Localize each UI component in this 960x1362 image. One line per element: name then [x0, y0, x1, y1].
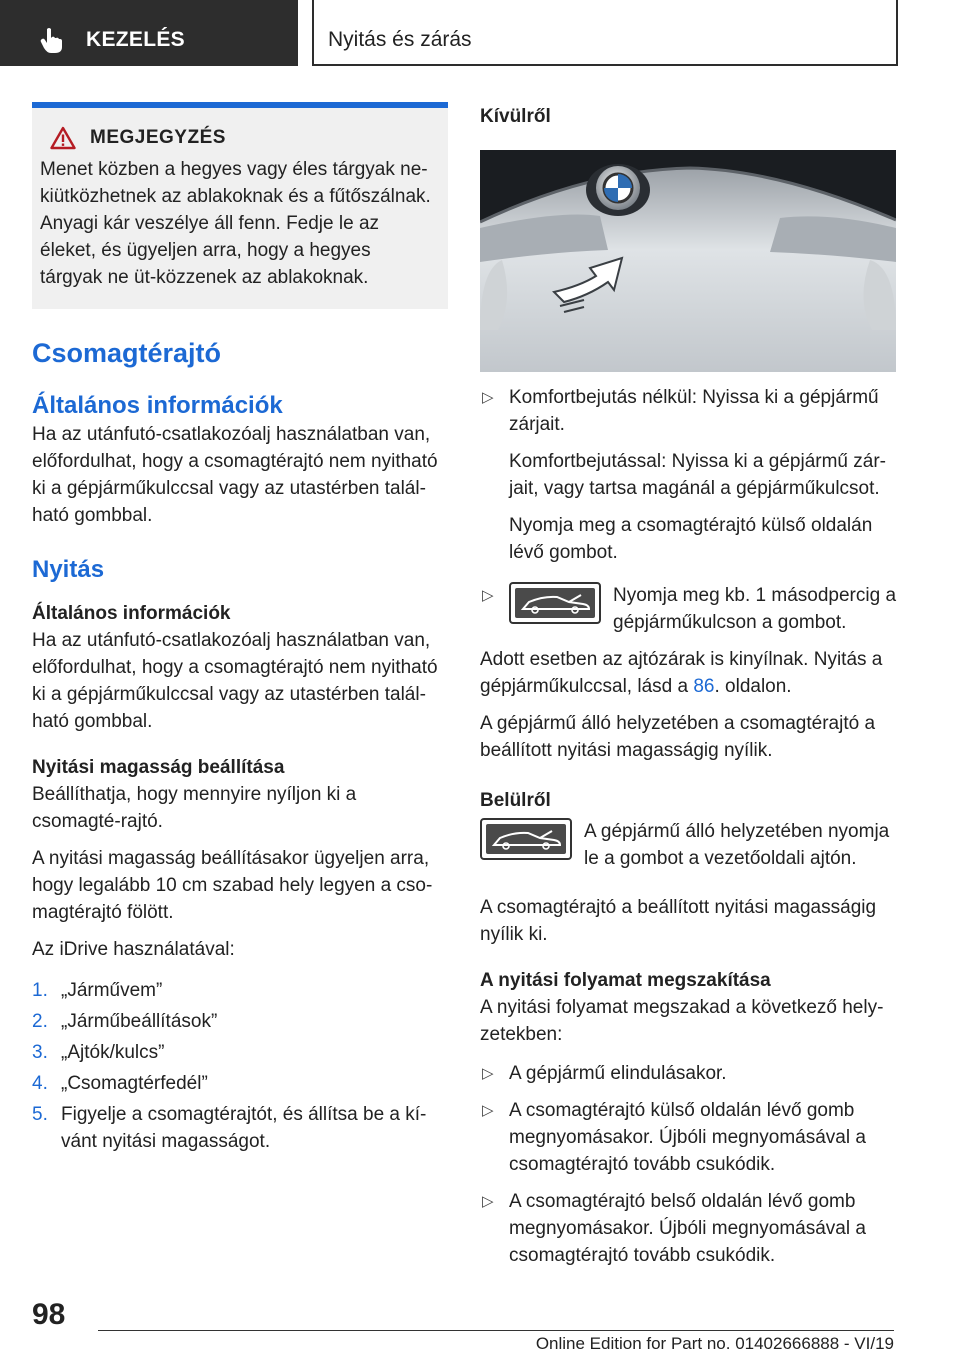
- doors-text-start: Adott esetben az ajtózárak is kinyílnak. Nyitás a gépjárműkulccsal, lásd a: [480, 649, 883, 697]
- hand-pointer-icon: [38, 26, 66, 54]
- bullet-text: Nyomja meg a csomagtérajtó külső oldalán lévő gombot.: [509, 515, 873, 563]
- general-info-heading: Általános információk: [32, 392, 283, 419]
- step-number: 3.: [32, 1042, 48, 1063]
- step-item: [32, 1101, 448, 1155]
- step-item: [32, 977, 448, 1004]
- bullet-item: [480, 1060, 896, 1087]
- interrupt-heading: A nyitási folyamat megszakítása: [480, 970, 771, 991]
- general-info-text: Ha az utánfutó-csatlakozóalj használatban van, előfordulhat, hogy a csomagtérajtó nem nyitható ki a gépjárműkulccsal vagy az utastérben talál-ható gombbal.: [32, 424, 438, 526]
- note-box: [32, 102, 448, 309]
- opening-height-heading: Nyitási magasság beállítása: [32, 757, 285, 778]
- left-column: [32, 102, 448, 1159]
- step-text: Figyelje a csomagtérajtót, és állítsa be a kí-vánt nyitási magasságot.: [61, 1104, 427, 1152]
- step-text: „Ajtók/kulcs”: [61, 1042, 165, 1063]
- opening-height-text-1: Beállíthatja, hogy mennyire nyíljon ki a csomagté-rajtó.: [32, 784, 357, 832]
- section-tab: [0, 0, 298, 66]
- opening-heading: Nyitás: [32, 556, 105, 583]
- car-tailgate-icon: [480, 818, 572, 860]
- opening-height-text-2: A nyitási magasság beállításakor ügyeljen arra, hogy legalább 10 cm szabad hely legyen a cso-magtérajtó fölött.: [32, 848, 433, 923]
- tailgate-photo: [480, 150, 896, 372]
- step-number: 4.: [32, 1073, 48, 1094]
- step-text: „Járművem”: [61, 980, 163, 1001]
- step-number: 2.: [32, 1011, 48, 1032]
- chapter-title: Nyitás és zárás: [328, 28, 472, 51]
- bullet-item: [480, 1097, 896, 1178]
- section-heading: Csomagtérajtó: [32, 338, 222, 368]
- opening-general-text: Ha az utánfutó-csatlakozóalj használatban van, előfordulhat, hogy a csomagtérajtó nem nyitható ki a gépjárműkulccsal vagy az utastérben talál-ható gombbal.: [32, 630, 438, 732]
- note-text: Menet közben a hegyes vagy éles tárgyak ne-kiütközhetnek az ablakoknak és a fűtőszálnak. Anyagi kár veszélye áll fenn. Fedje le az éleket, és ügyeljen arra, hogy a hegyes tárgyak ne üt-közzenek az ablakoknak.: [40, 159, 431, 288]
- bullet-text: A gépjármű elindulásakor.: [509, 1063, 727, 1084]
- step-text: „Járműbeállítások”: [61, 1011, 218, 1032]
- note-header: [50, 126, 438, 150]
- bullet-item: [480, 582, 896, 636]
- bullet-marker: ▷: [482, 1065, 494, 1082]
- bullet-text: Nyomja meg kb. 1 másodpercig a gépjárműkulcson a gombot.: [613, 585, 897, 633]
- bullet-text: Komfortbejutással: Nyissa ki a gépjármű zár-jait, vagy tartsa magánál a gépjárműkulcsot.: [509, 451, 886, 499]
- doors-text: [480, 646, 896, 700]
- bullet-item: [480, 1188, 896, 1269]
- step-number: 5.: [32, 1104, 48, 1125]
- doors-text-end: . oldalon.: [714, 676, 792, 697]
- idrive-steps: [32, 977, 448, 1155]
- outside-heading: Kívülről: [480, 106, 551, 127]
- opening-general-heading: Általános információk: [32, 603, 231, 624]
- interrupt-text: A nyitási folyamat megszakad a következő hely-zetekben:: [480, 997, 884, 1045]
- inside-text: A gépjármű álló helyzetében nyomja le a gombot a vezetőoldali ajtón.: [584, 821, 890, 869]
- parked-text: A gépjármű álló helyzetében a csomagtérajtó a beállított nyitási magasságig nyílik.: [480, 713, 876, 761]
- step-item: [32, 1070, 448, 1097]
- step-item: [32, 1008, 448, 1035]
- bullet-marker: ▷: [482, 389, 494, 406]
- bullet-text: Komfortbejutás nélkül: Nyissa ki a gépjármű zárjait.: [509, 387, 879, 435]
- inside-heading: Belülről: [480, 790, 551, 811]
- chapter-header: [312, 0, 898, 66]
- bullet-marker: ▷: [482, 1102, 494, 1119]
- page-link[interactable]: 86: [693, 676, 715, 697]
- bullet-marker: ▷: [482, 1193, 494, 1210]
- step-number: 1.: [32, 980, 48, 1001]
- step-item: [32, 1039, 448, 1066]
- section-label: KEZELÉS: [86, 28, 185, 51]
- page-number: 98: [32, 1298, 66, 1331]
- step-text: „Csomagtérfedél”: [61, 1073, 208, 1094]
- warning-icon: [50, 126, 76, 150]
- bullet-marker: ▷: [482, 587, 494, 604]
- edition-text: Online Edition for Part no. 01402666888 - VI/19: [535, 1334, 894, 1353]
- car-tailgate-icon: [509, 582, 601, 624]
- bullet-text: A csomagtérajtó belső oldalán lévő gomb megnyomásakor. Újbóli megnyomásával a csomagtérajtó tovább csukódik.: [509, 1191, 866, 1266]
- opens-text: A csomagtérajtó a beállított nyitási magasságig nyílik ki.: [480, 897, 877, 945]
- inside-row: [480, 818, 896, 872]
- bullet-item: [480, 384, 896, 566]
- footer-rule: [98, 1330, 894, 1331]
- idrive-intro: Az iDrive használatával:: [32, 939, 235, 960]
- bullet-text: A csomagtérajtó külső oldalán lévő gomb megnyomásakor. Újbóli megnyomásával a csomagtérajtó tovább csukódik.: [509, 1100, 866, 1175]
- right-column: [480, 100, 896, 1269]
- note-title: MEGJEGYZÉS: [90, 127, 226, 148]
